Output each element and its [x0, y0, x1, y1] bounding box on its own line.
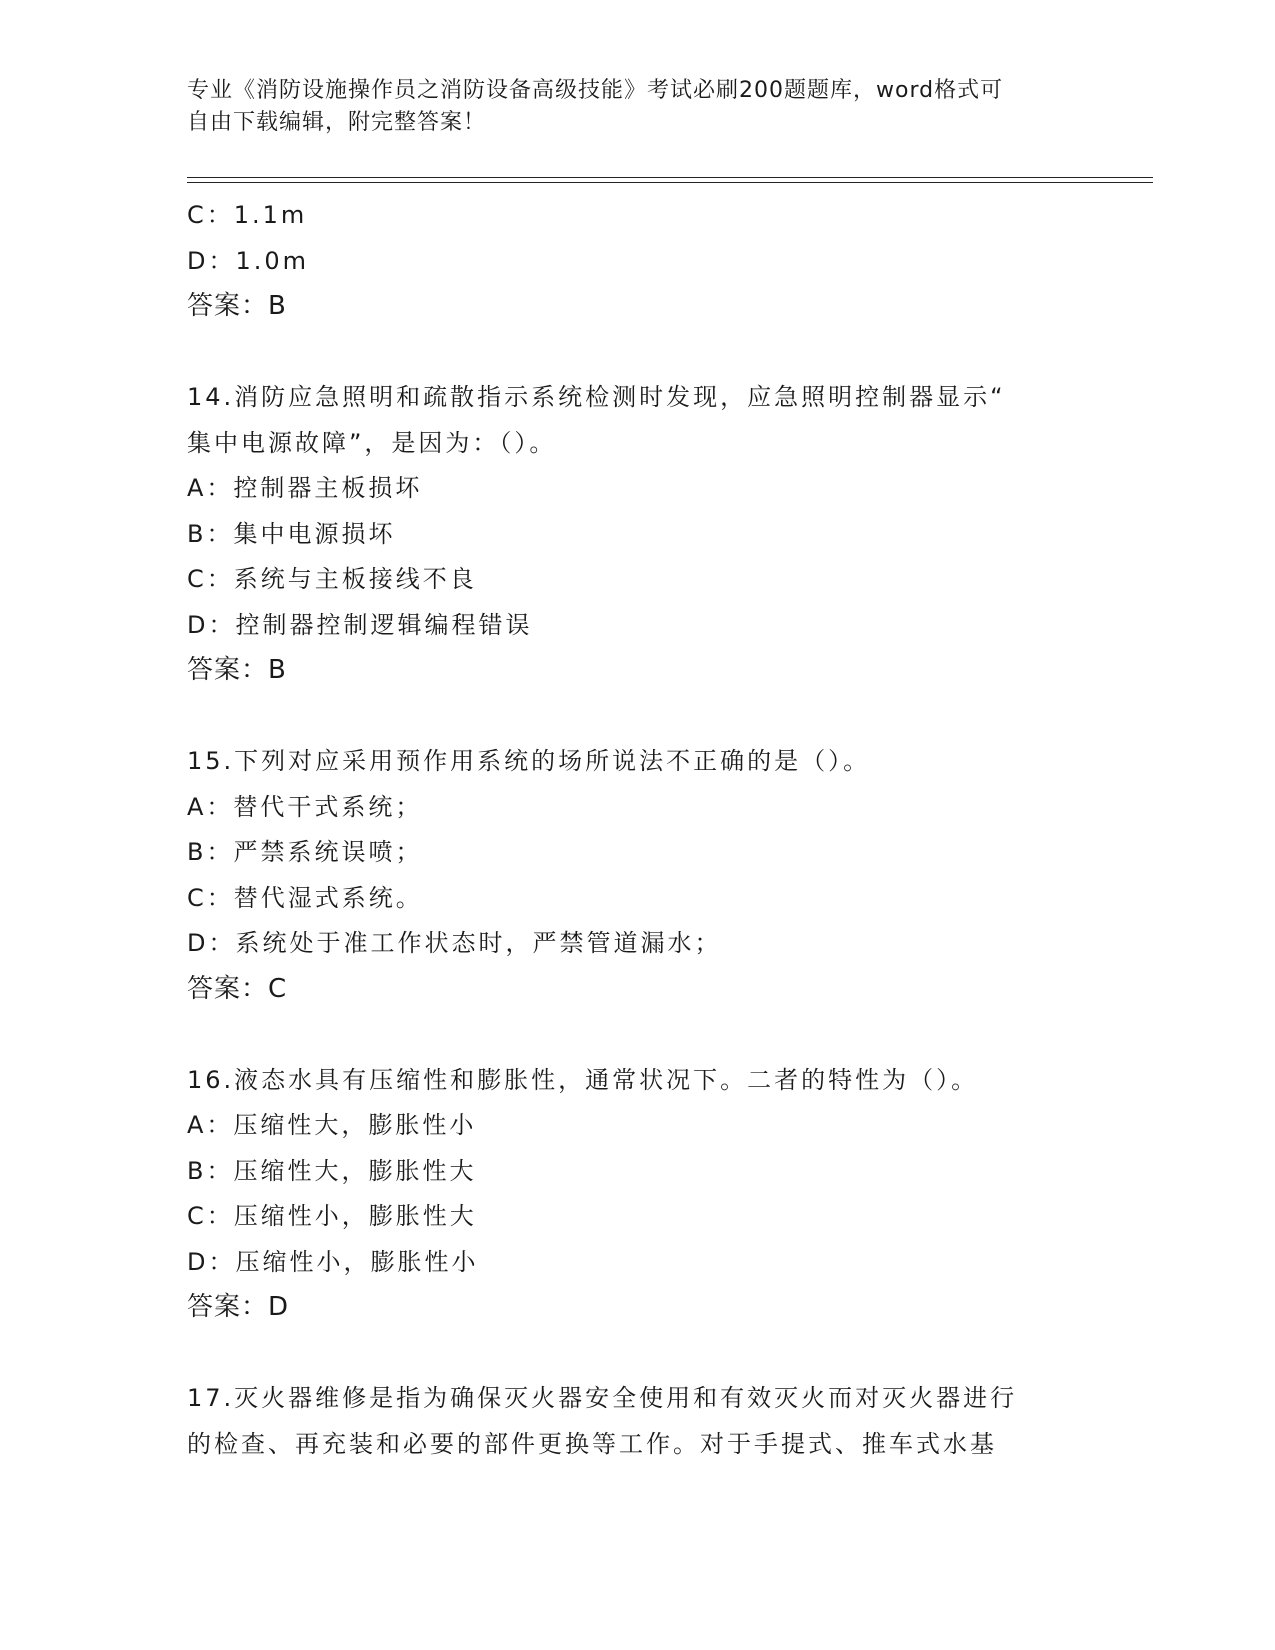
question-stem-line-2: 集中电源故障”，是因为：（）。 [187, 428, 557, 457]
header-title-line-2: 自由下载编辑，附完整答案！ [187, 110, 487, 135]
option-d: D：1.0m [187, 246, 310, 275]
question-13-tail [187, 193, 1087, 330]
answer: 答案：D [187, 1292, 290, 1322]
header-divider-bottom [187, 182, 1153, 183]
option-c: C：系统与主板接线不良 [187, 565, 477, 593]
header-title-line-1: 专业《消防设施操作员之消防设备高级技能》考试必刷200题题库，word格式可 [187, 78, 1004, 103]
option-c: C：替代湿式系统。 [187, 883, 423, 912]
question-stem-line-1: 16.液态水具有压缩性和膨胀性，通常状况下。二者的特性为（）。 [187, 1065, 979, 1094]
header-divider-top [187, 177, 1153, 178]
option-c: C：压缩性小，膨胀性大 [187, 1202, 477, 1230]
option-b: B：压缩性大，膨胀性大 [187, 1156, 477, 1185]
answer: 答案：B [187, 655, 287, 685]
question-16 [187, 1058, 1087, 1331]
spacer [187, 330, 1087, 376]
spacer [187, 1331, 1087, 1377]
spacer [187, 694, 1087, 740]
answer: 答案：C [187, 973, 288, 1004]
option-a: A：压缩性大，膨胀性小 [187, 1111, 477, 1139]
option-d: D：系统处于准工作状态时，严禁管道漏水； [187, 929, 722, 957]
question-15 [187, 739, 1087, 1012]
option-c: C：1.1m [187, 201, 308, 229]
question-17 [187, 1376, 1087, 1467]
option-b: B：严禁系统误喷； [187, 838, 423, 866]
question-stem-line-2: 的检查、再充装和必要的部件更换等工作。对于手提式、推车式水基 [187, 1429, 997, 1458]
answer: 答案：B [187, 291, 287, 321]
option-b: B：集中电源损坏 [187, 519, 396, 548]
option-d: D：压缩性小，膨胀性小 [187, 1247, 479, 1276]
document-header [187, 75, 1087, 139]
question-stem-line-1: 17.灭火器维修是指为确保灭火器安全使用和有效灭火而对灭火器进行 [187, 1384, 1018, 1412]
question-stem-line-1: 14.消防应急照明和疏散指示系统检测时发现，应急照明控制器显示“ [187, 383, 1006, 411]
option-a: A：替代干式系统； [187, 792, 423, 821]
option-a: A：控制器主板损坏 [187, 474, 423, 502]
document-body [187, 193, 1087, 1467]
question-14 [187, 375, 1087, 694]
option-d: D：控制器控制逻辑编程错误 [187, 610, 533, 639]
spacer [187, 1012, 1087, 1058]
question-stem-line-1: 15.下列对应采用预作用系统的场所说法不正确的是（）。 [187, 747, 871, 775]
